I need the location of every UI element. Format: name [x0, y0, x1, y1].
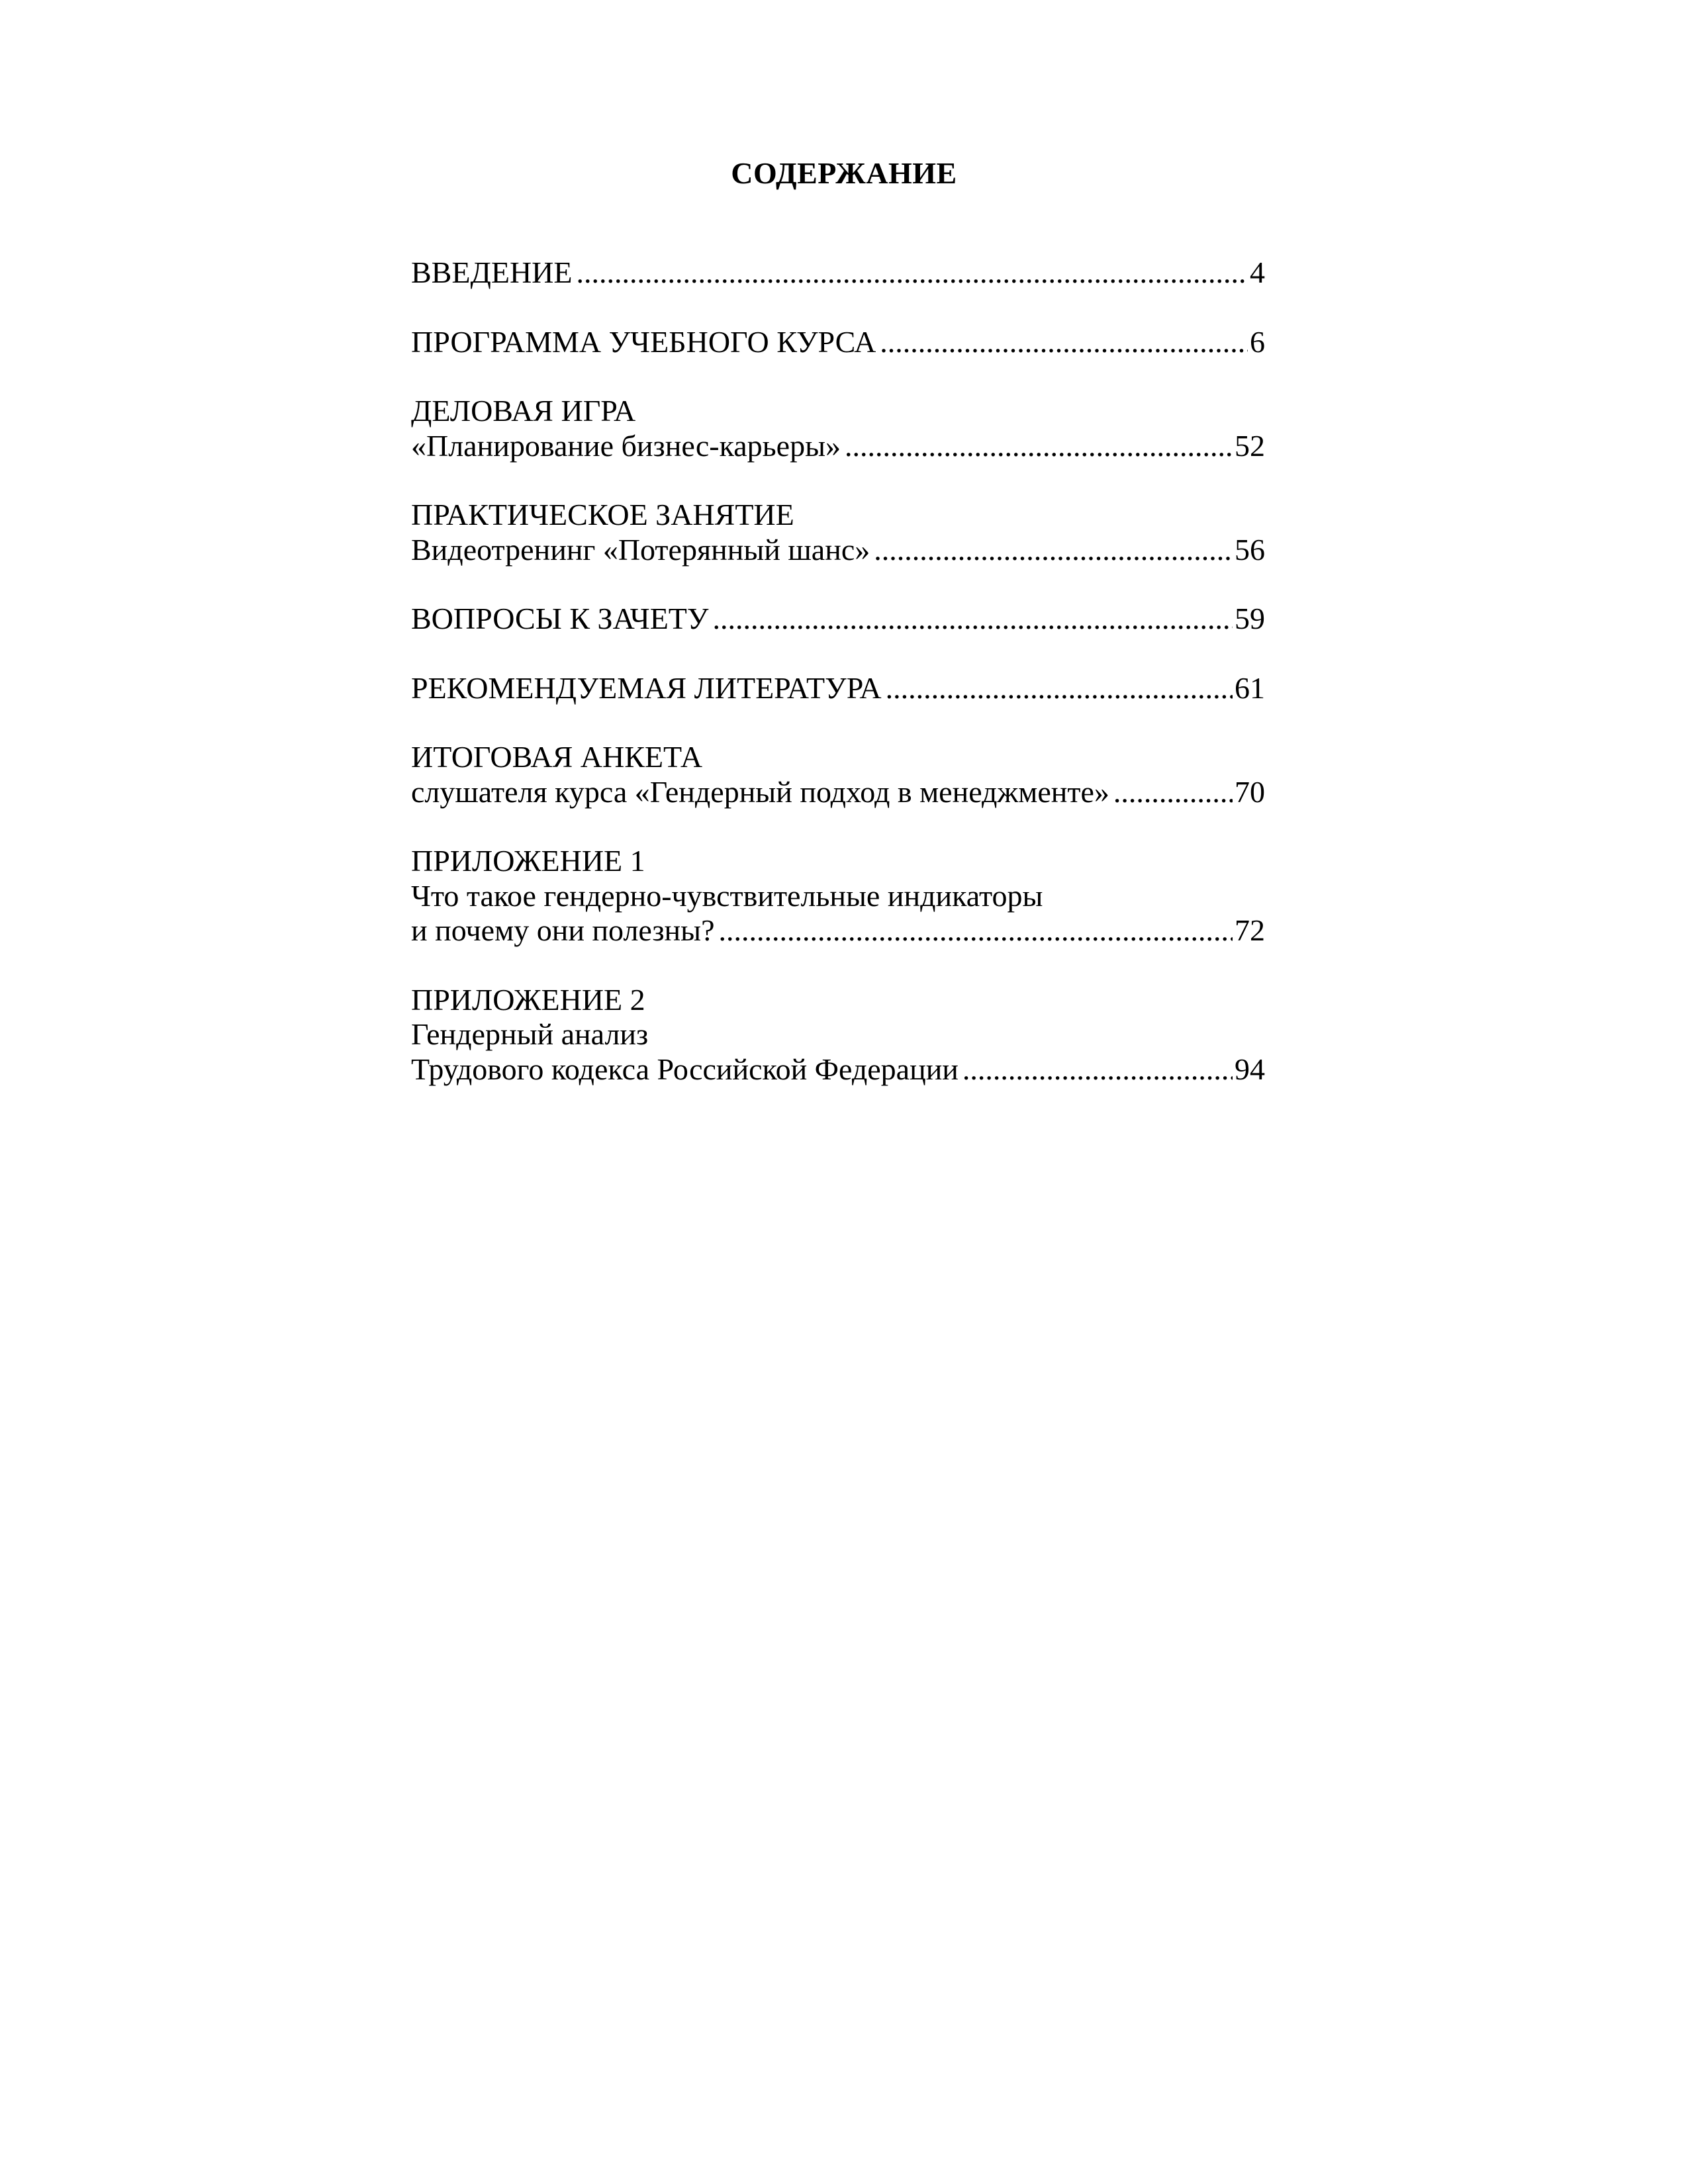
page-title: СОДЕРЖАНИЕ — [731, 156, 957, 190]
toc-page-number: 52 — [1235, 428, 1265, 463]
toc-entry-introduction[interactable] — [411, 255, 1265, 291]
toc-leader-dots — [962, 1052, 1233, 1087]
toc-leader-dots — [576, 255, 1248, 291]
toc-entry-business-game[interactable] — [411, 394, 1265, 463]
toc-entry-subtitle: и почему они полезны? — [411, 913, 715, 947]
toc-line — [411, 775, 1265, 810]
toc-page-number: 59 — [1235, 602, 1265, 635]
toc-leader-dots — [712, 602, 1233, 637]
toc-line — [411, 325, 1265, 360]
toc-entry-title: ВВЕДЕНИЕ — [411, 255, 573, 289]
toc-entry-heading: ПРИЛОЖЕНИЕ 1 — [411, 844, 645, 878]
toc-entry-exam-questions[interactable] — [411, 602, 1265, 637]
toc-entry-title: ПРОГРАММА УЧЕБНОГО КУРСА — [411, 324, 876, 359]
toc-leader-dots — [719, 913, 1233, 948]
toc-page-number: 61 — [1235, 670, 1265, 705]
toc-entry-practical-session[interactable] — [411, 498, 1265, 567]
toc-entry-title: ВОПРОСЫ К ЗАЧЕТУ — [411, 602, 709, 635]
toc-page-number: 4 — [1250, 255, 1265, 289]
toc-entry-subtitle: «Планирование бизнес-карьеры» — [411, 428, 841, 463]
toc-entry-subtitle: слушателя курса «Гендерный подход в менеджменте» — [411, 774, 1109, 809]
toc-entry-recommended-literature[interactable] — [411, 671, 1265, 706]
toc-entry-final-questionnaire[interactable] — [411, 740, 1265, 809]
toc-entry-subtitle-line: Гендерный анализ — [411, 1017, 649, 1051]
toc-entry-appendix-2[interactable] — [411, 983, 1265, 1087]
toc-entry-subtitle: Трудового кодекса Российской Федерации — [411, 1052, 959, 1086]
toc-entry-heading: ПРИЛОЖЕНИЕ 2 — [411, 982, 645, 1017]
toc-page-number: 56 — [1235, 532, 1265, 567]
toc-entry-heading: ИТОГОВАЯ АНКЕТА — [411, 740, 703, 774]
toc-entry-subtitle-line: Что такое гендерно-чувствительные индикаторы — [411, 878, 1043, 913]
toc-line — [411, 533, 1265, 568]
toc-leader-dots — [1113, 775, 1233, 810]
toc-line — [411, 602, 1265, 637]
toc-line — [411, 1052, 1265, 1087]
toc-entry-course-program[interactable] — [411, 325, 1265, 360]
toc-entry-heading: ДЕЛОВАЯ ИГРА — [411, 394, 636, 428]
toc-line — [411, 255, 1265, 291]
toc-line — [411, 913, 1265, 948]
toc-entry-heading: ПРАКТИЧЕСКОЕ ЗАНЯТИЕ — [411, 498, 794, 531]
toc-line — [411, 671, 1265, 706]
table-of-contents — [411, 255, 1265, 1121]
toc-entry-title: РЕКОМЕНДУЕМАЯ ЛИТЕРАТУРА — [411, 670, 882, 705]
toc-page-number: 72 — [1235, 913, 1265, 947]
toc-line — [411, 429, 1265, 464]
toc-page-number: 70 — [1235, 774, 1265, 809]
toc-entry-appendix-1[interactable] — [411, 844, 1265, 948]
toc-leader-dots — [845, 429, 1233, 464]
toc-leader-dots — [886, 671, 1233, 706]
toc-entry-subtitle: Видеотренинг «Потерянный шанс» — [411, 532, 870, 567]
toc-page-number: 94 — [1235, 1052, 1265, 1086]
toc-leader-dots — [874, 533, 1233, 568]
toc-page-number: 6 — [1250, 324, 1265, 359]
toc-leader-dots — [880, 325, 1248, 360]
